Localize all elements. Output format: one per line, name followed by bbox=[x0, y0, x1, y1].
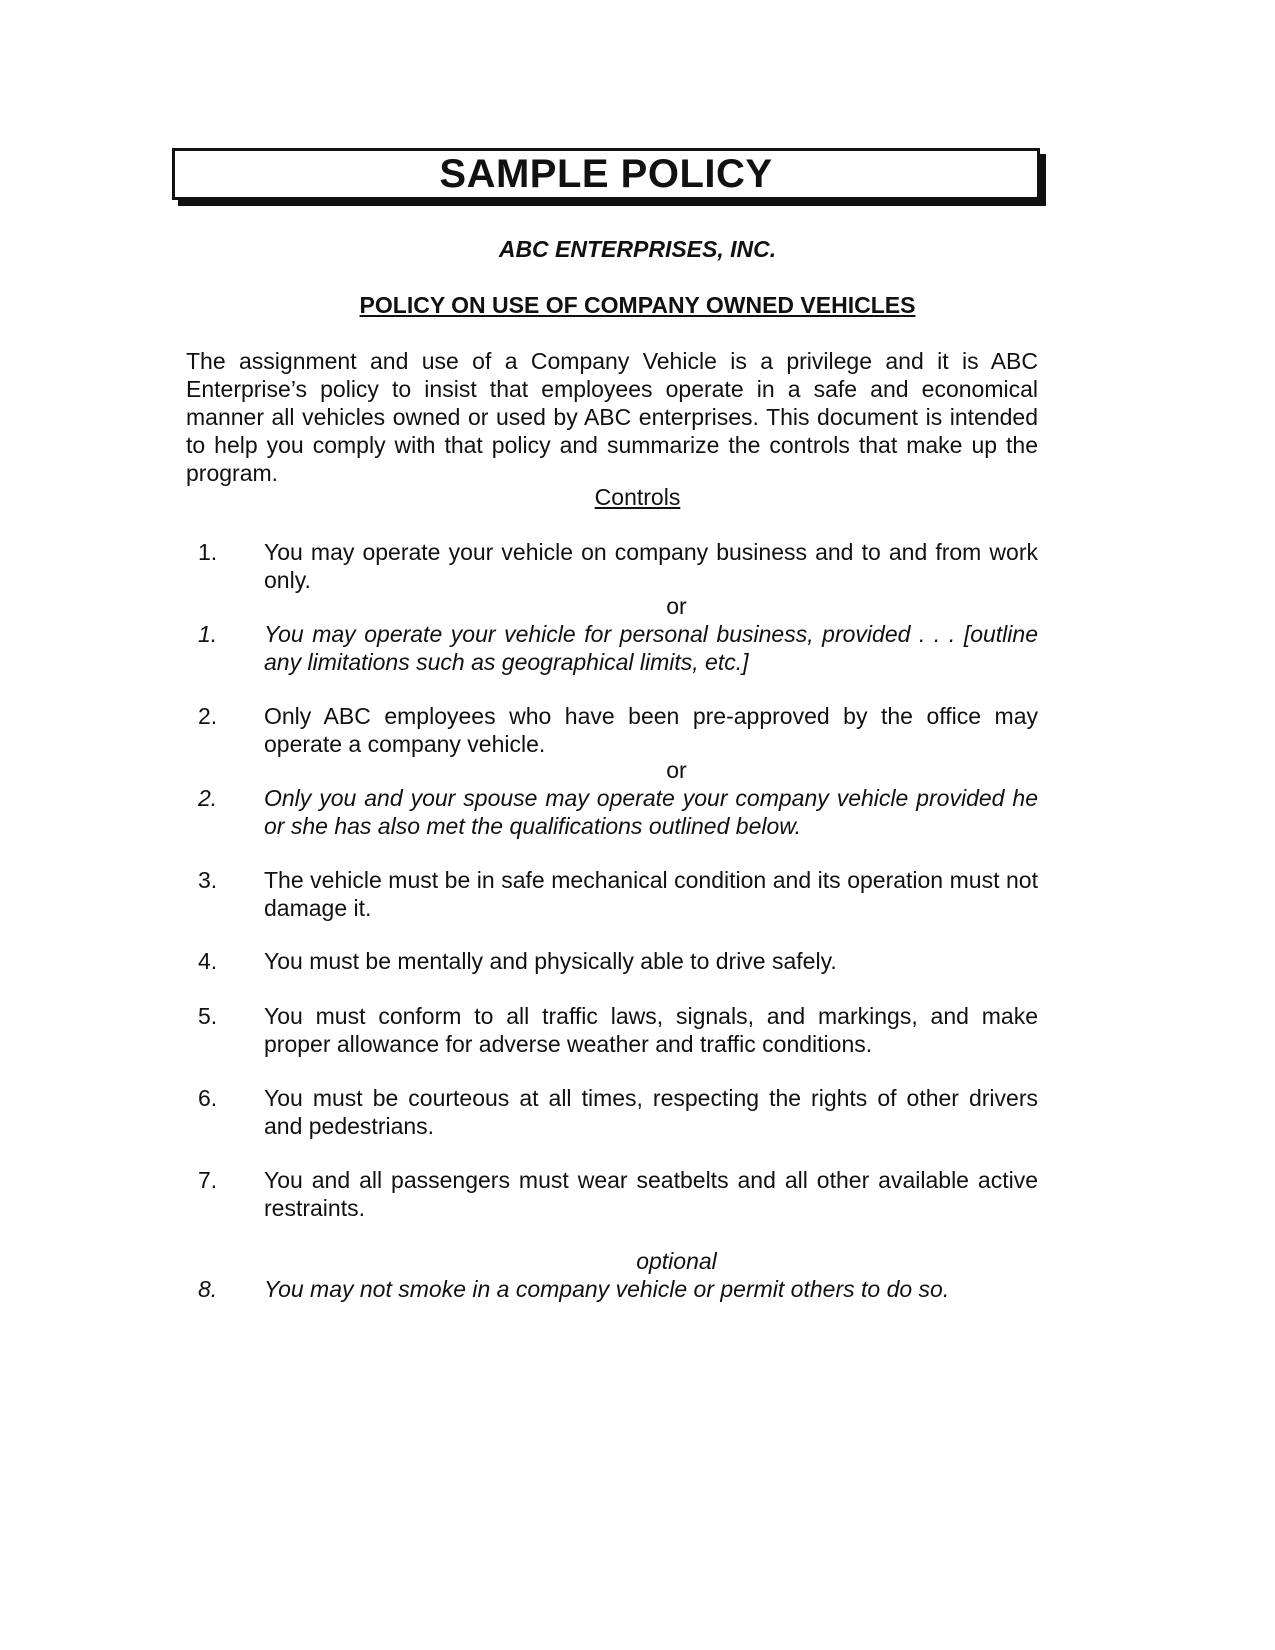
item-number: 6. bbox=[198, 1085, 218, 1111]
list-item-alternative bbox=[186, 784, 1038, 840]
item-text: You must conform to all traffic laws, signals, and markings, and make proper allowance for adverse weather and traffic conditions. bbox=[264, 1003, 1038, 1057]
or-separator: or bbox=[666, 757, 687, 783]
list-item bbox=[186, 538, 1038, 594]
list-item bbox=[186, 1166, 1038, 1222]
list-item-optional bbox=[186, 1275, 1038, 1303]
list-item bbox=[186, 947, 1038, 975]
optional-label: optional bbox=[636, 1248, 717, 1274]
item-text: You may operate your vehicle for personal business, provided . . . [outline any limitations such as geographical limits, etc.] bbox=[264, 621, 1038, 675]
item-number: 1. bbox=[198, 539, 218, 565]
item-text: You must be mentally and physically able to drive safely. bbox=[264, 948, 837, 974]
item-number: 2. bbox=[198, 785, 218, 811]
list-item bbox=[186, 866, 1038, 922]
item-text: You and all passengers must wear seatbelts and all other available active restraints. bbox=[264, 1167, 1038, 1221]
item-number: 5. bbox=[198, 1003, 218, 1029]
item-text: You must be courteous at all times, respecting the rights of other drivers and pedestrians. bbox=[264, 1085, 1038, 1139]
or-separator: or bbox=[666, 593, 687, 619]
item-text: The vehicle must be in safe mechanical condition and its operation must not damage it. bbox=[264, 867, 1038, 921]
item-number: 1. bbox=[198, 621, 218, 647]
list-item bbox=[186, 1002, 1038, 1058]
list-item bbox=[186, 702, 1038, 758]
list-item-alternative bbox=[186, 620, 1038, 676]
list-item bbox=[186, 1084, 1038, 1140]
item-number: 7. bbox=[198, 1167, 218, 1193]
intro-paragraph: The assignment and use of a Company Vehicle is a privilege and it is ABC Enterprise’s policy to insist that employees operate in a safe and economical manner all vehicles owned or used by ABC enterprises. This document is intended to help you comply with that policy and summarize the controls that make up the program. bbox=[186, 348, 1038, 486]
item-number: 2. bbox=[198, 703, 218, 729]
item-number: 3. bbox=[198, 867, 218, 893]
item-number: 4. bbox=[198, 948, 218, 974]
item-text: You may operate your vehicle on company business and to and from work only. bbox=[264, 539, 1038, 593]
title-box bbox=[172, 148, 1040, 200]
policy-heading: POLICY ON USE OF COMPANY OWNED VEHICLES bbox=[359, 292, 916, 318]
item-text: You may not smoke in a company vehicle or permit others to do so. bbox=[264, 1276, 950, 1302]
company-name: ABC ENTERPRISES, INC. bbox=[498, 236, 777, 262]
item-text: Only ABC employees who have been pre-approved by the office may operate a company vehicle. bbox=[264, 703, 1038, 757]
controls-heading: Controls bbox=[594, 484, 681, 510]
item-number: 8. bbox=[198, 1276, 218, 1302]
item-text: Only you and your spouse may operate your company vehicle provided he or she has also met the qualifications outlined below. bbox=[264, 785, 1038, 839]
document-title: SAMPLE POLICY bbox=[439, 151, 773, 196]
